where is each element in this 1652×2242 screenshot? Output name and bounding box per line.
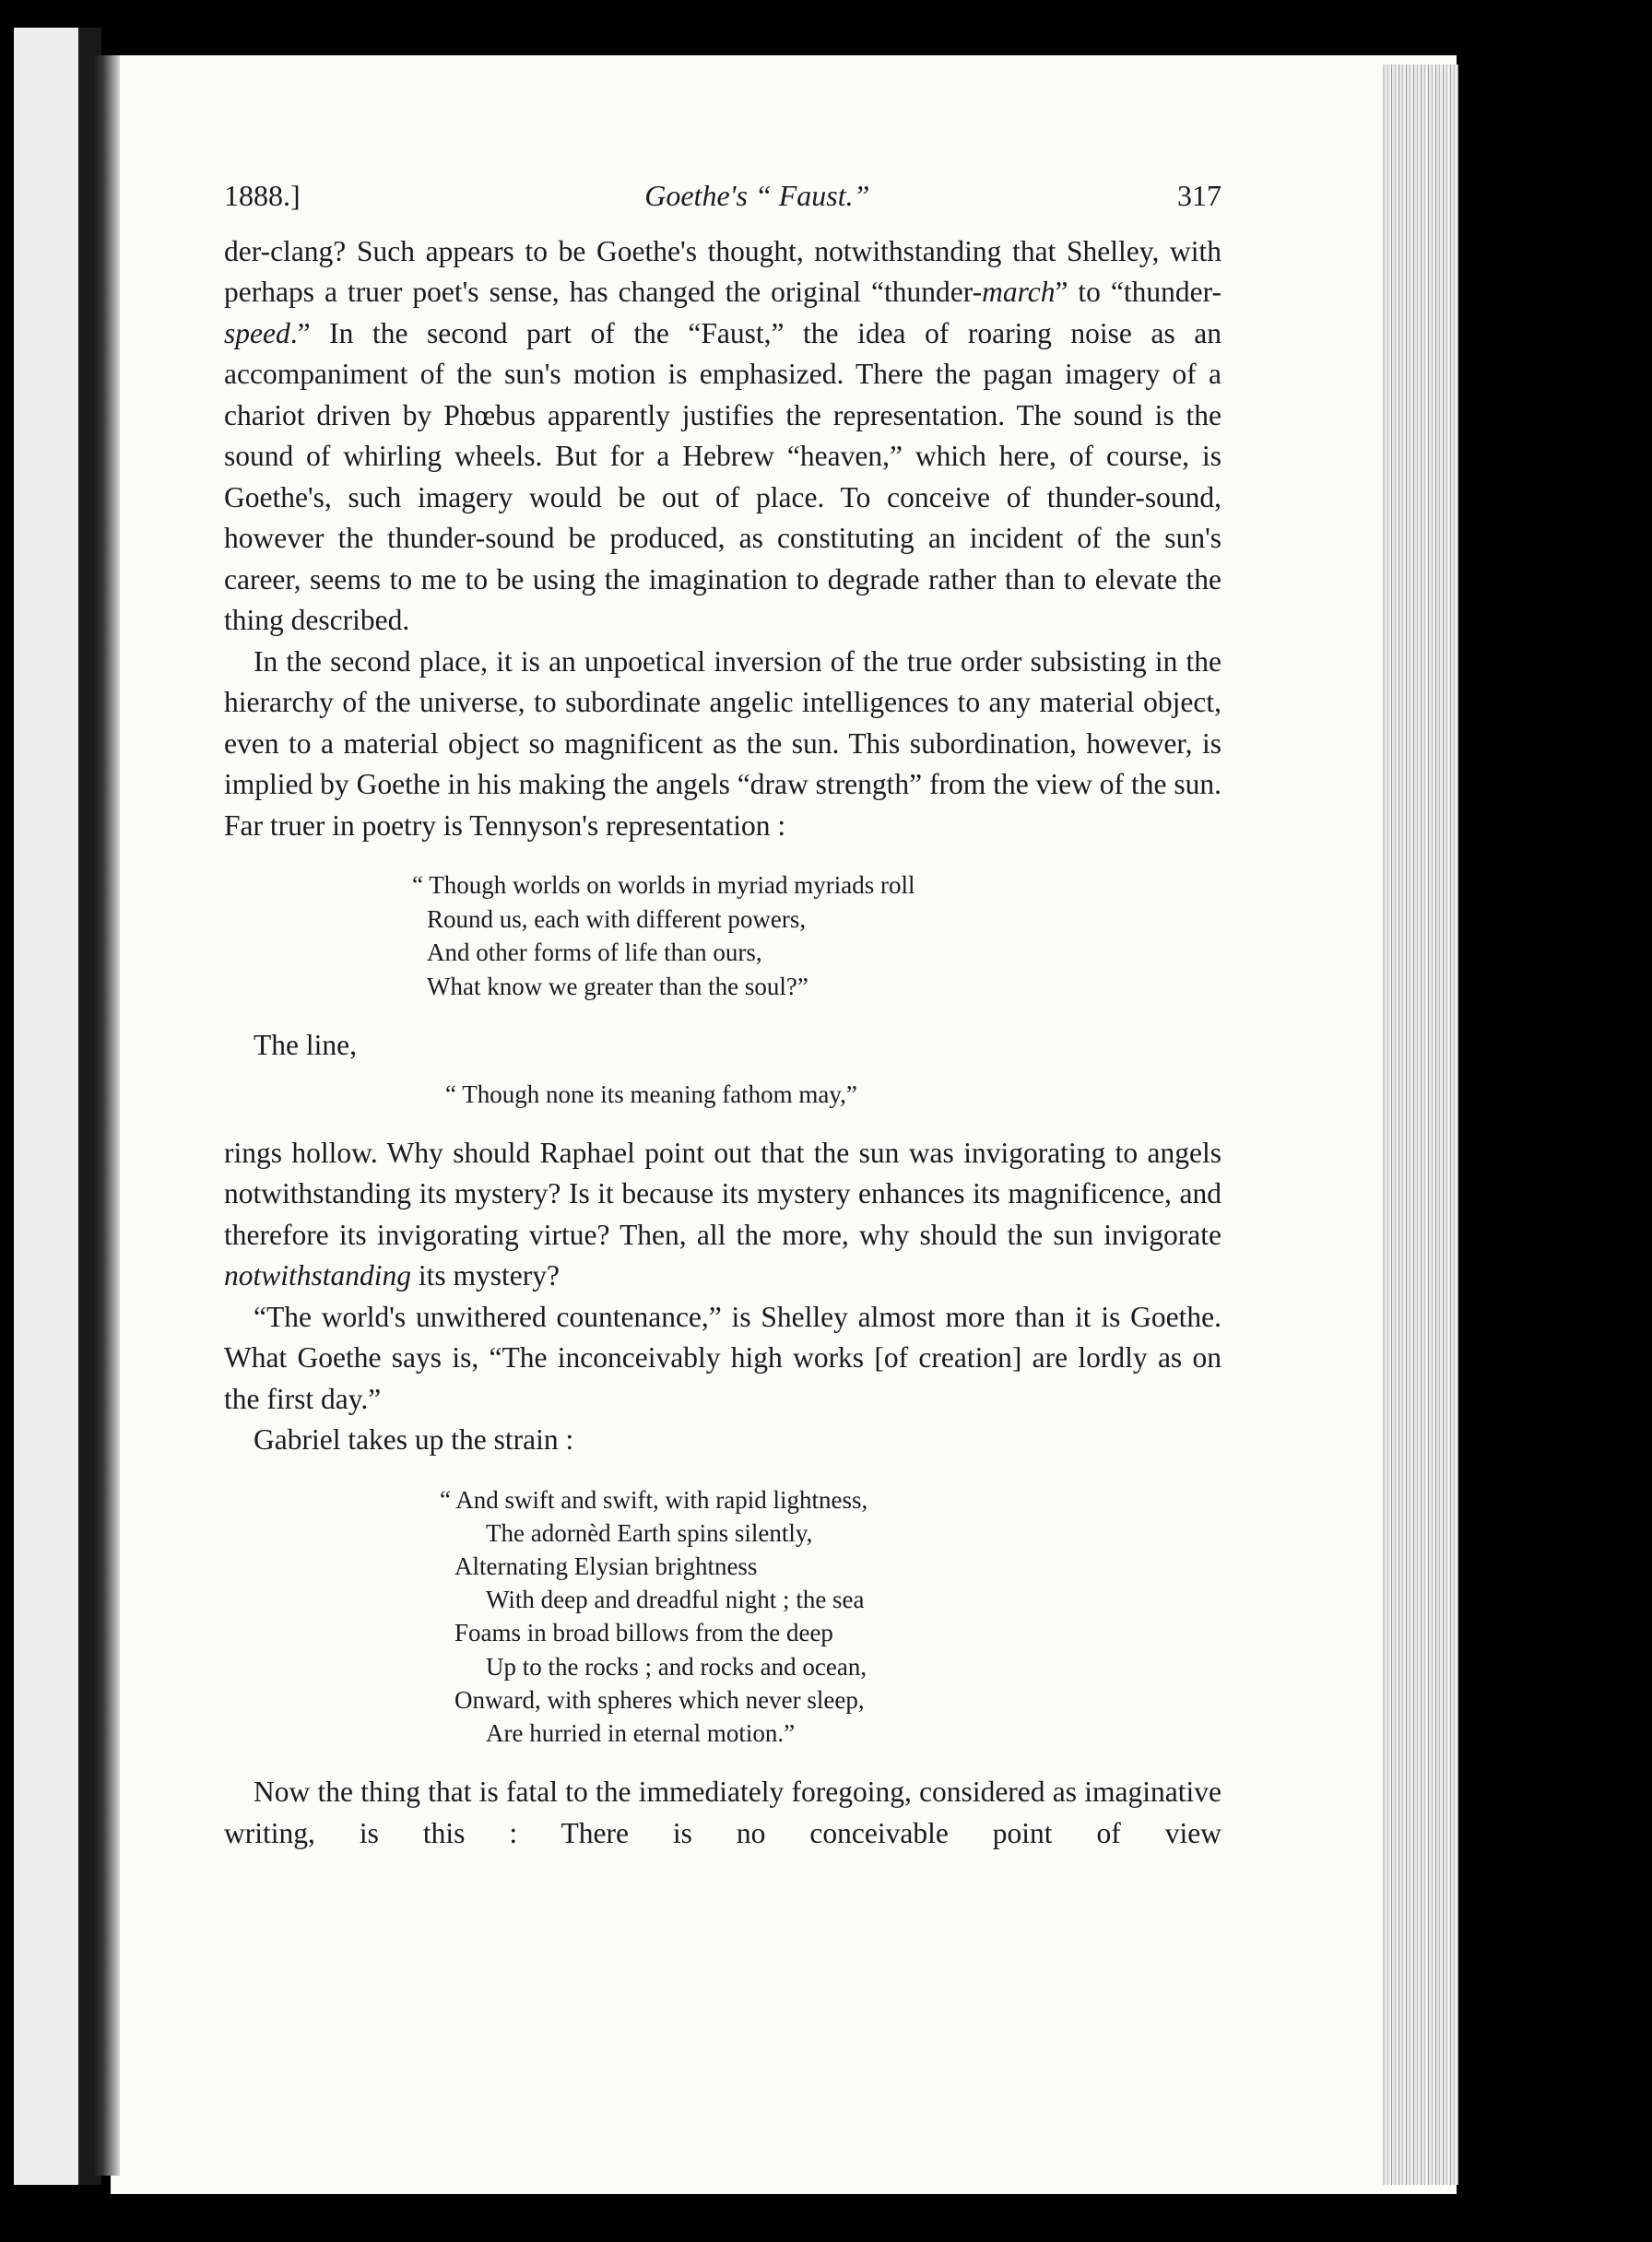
running-header: [224, 175, 1221, 217]
paragraph-4: rings hollow. Why should Raphael point out that the sun was invigorating to angels notwithstanding its mystery? Is it because its mystery enhances its magnificence, and therefore its invigorating virtue? Then, all the more, why should the sun invigorate notwithstanding its mystery?: [224, 1136, 1221, 1292]
poem-gabriel: [440, 1483, 1221, 1751]
poem-line: Alternating Elysian brightness: [454, 1552, 758, 1580]
poem-line: The adornèd Earth spins silently,: [486, 1518, 813, 1547]
poem-line: And other forms of life than ours,: [427, 938, 762, 966]
paragraph-5: “The world's unwithered countenance,” is Shelley almost more than it is Goethe. What Goethe says is, “The inconceivably high works [of creation] are lordly as on the first day.”: [224, 1300, 1221, 1415]
facing-page-edge: [0, 28, 101, 2185]
quoted-line: “ Though none its meaning fathom may,”: [445, 1080, 857, 1108]
page-number: 317: [1177, 179, 1221, 212]
poem-line: What know we greater than the soul?”: [427, 972, 808, 1000]
paragraph-1: der-clang? Such appears to be Goethe's thought, notwithstanding that Shelley, with perhaps a truer poet's sense, has changed the original “thunder-march” to “thunder-speed.” In the second part of the “Faust,” the idea of roaring noise as an accompaniment of the sun's motion is emphasized. There the pagan imagery of a chariot driven by Phœbus apparently justifies the representation. The sound is the sound of whirling wheels. But for a Hebrew “heaven,” which here, of course, is Goethe's, such imagery would be out of place. To conceive of thunder-sound, however the thunder-sound be produced, as constituting an incident of the sun's career, seems to me to be using the imagination to degrade rather than to elevate the thing described.: [224, 234, 1221, 636]
header-year: 1888.]: [224, 179, 301, 212]
paragraph-7: Now the thing that is fatal to the immediately foregoing, considered as imaginative writing, is this : There is no conceivable point of view: [224, 1776, 1221, 1849]
poem-line: Round us, each with different powers,: [427, 904, 807, 933]
poem-line: Are hurried in eternal motion.”: [486, 1718, 796, 1747]
header-title: Goethe's “ Faust.”: [644, 179, 870, 212]
poem-tennyson: [412, 868, 1221, 1003]
poem-line: Up to the rocks ; and rocks and ocean,: [486, 1652, 867, 1681]
paragraph-2: In the second place, it is an unpoetical inversion of the true order subsisting in the hierarchy of the universe, to subordinate angelic intelligences to any material object, even to a material object so magnificent as the sun. This subordination, however, is implied by Goethe in his making the angels “draw strength” from the view of the sun. Far truer in poetry is Tennyson's representation :: [224, 644, 1221, 842]
poem-line: Foams in broad billows from the deep: [454, 1619, 833, 1647]
paragraph-the-line: The line,: [254, 1029, 357, 1061]
page-text: [224, 175, 1221, 1895]
paragraph-6: Gabriel takes up the strain :: [254, 1423, 574, 1456]
poem-line: With deep and dreadful night ; the sea: [486, 1586, 865, 1614]
page-edges: [1383, 65, 1458, 2185]
poem-line: “ Though worlds on worlds in myriad myriads roll: [412, 871, 915, 899]
book-gutter-shadow: [92, 55, 120, 2176]
poem-line: “ And swift and swift, with rapid lightness,: [440, 1485, 868, 1514]
poem-line: Onward, with spheres which never sleep,: [454, 1685, 865, 1714]
